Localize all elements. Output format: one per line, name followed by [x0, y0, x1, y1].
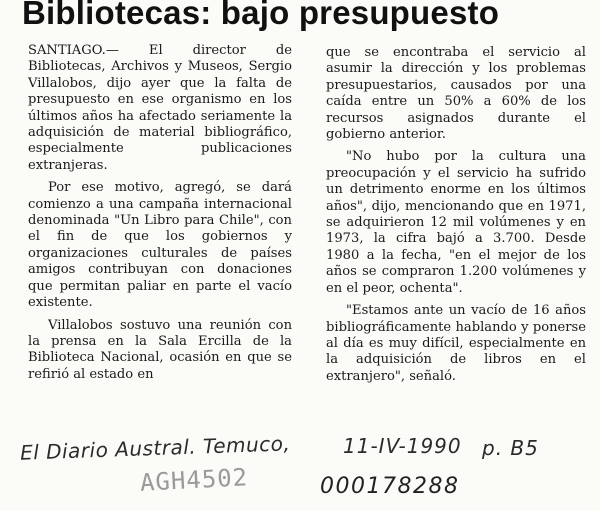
- article-column-left: [28, 43, 292, 383]
- paragraph-5: "No hubo por la cultura una preocupación y el servicio ha sufrido un detrimento enorme en los últimos años", dijo, mencionando que en 1971, se adquirieron 12 mil volúmenes y en 1973, la cifra bajó a 3.700. Desde 1980 a la fecha, "en el mejor de los años se compraron 1.200 volúmenes y en el peor, ochenta".: [326, 149, 586, 296]
- paragraph-1: SANTIAGO.— El director de Bibliotecas, Archivos y Museos, Sergio Villalobos, dijo ayer que la falta de presupuesto en ese organismo en los últimos años ha afectado seriamente la adquisición de material bibliográfico, especialmente publicaciones extranjeras.: [28, 43, 292, 173]
- paragraph-6: "Estamos ante un vacío de 16 años bibliográficamente hablando y ponerse al día es muy difícil, especialmente en la adquisición de libros en el extranjero", señaló.: [326, 303, 586, 384]
- headline: Bibliotecas: bajo presupuesto: [22, 0, 500, 31]
- handwritten-date: 11-IV-1990: [343, 434, 462, 458]
- handwritten-source: El Diario Austral. Temuco,: [19, 431, 291, 465]
- article-column-right: [326, 45, 586, 385]
- handwritten-catalog-id: 000178288: [320, 474, 460, 499]
- paragraph-4: que se encontraba el servicio al asumir la dirección y los problemas presupuestarios, causados por una caída entre un 50% a 60% de los recursos asignados durante el gobierno anterior.: [326, 45, 586, 143]
- paragraph-2: Por ese motivo, agregó, se dará comienzo a una campaña internacional denominada "Un Libro para Chile", con el fin de que los gobiernos y organizaciones culturales de países amigos contribuyan con donaciones que permitan paliar en parte el vacío existente.: [28, 180, 292, 311]
- paragraph-3: Villalobos sostuvo una reunión con la prensa en la Sala Ercilla de la Biblioteca Nacional, ocasión en que se refirió al estado en: [28, 317, 292, 382]
- handwritten-page: p. B5: [482, 436, 539, 460]
- archive-stamp-code: AGH4502: [139, 463, 249, 497]
